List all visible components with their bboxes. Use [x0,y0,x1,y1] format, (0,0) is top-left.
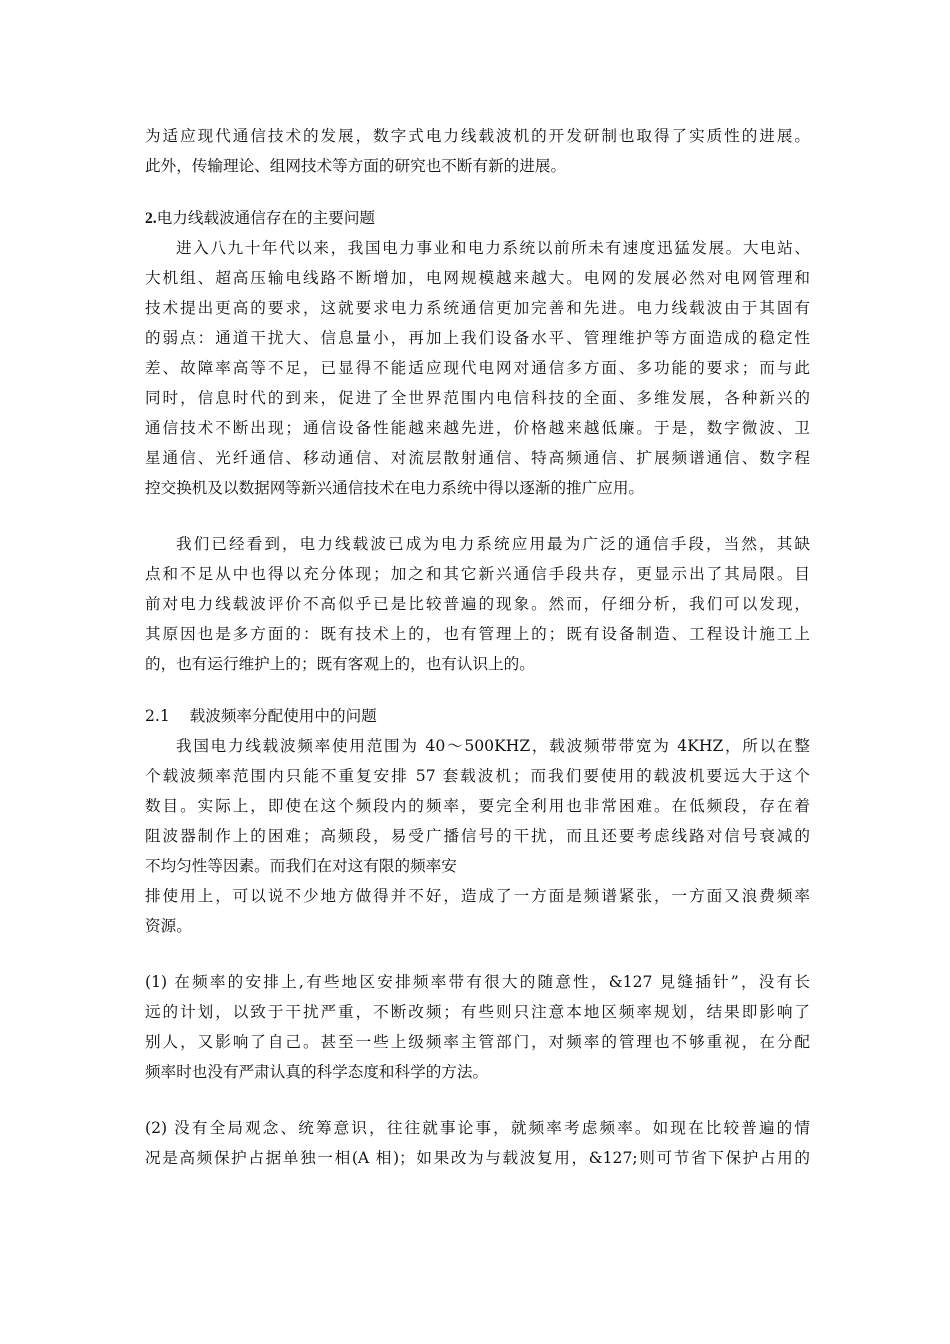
list-item-1 [145,967,810,1087]
paragraph-2 [145,529,810,679]
text-line: 此外，传输理论、组网技术等方面的研究也不断有新的进展。 [145,157,567,175]
text-line: 别人，又影响了自己。甚至一些上级频率主管部门，对频率的管理也不够重视，在分配 [145,1033,810,1051]
text-line: 前对电力线载波评价不高似乎已是比较普遍的现象。然而，仔细分析，我们可以发现， [145,595,810,613]
text-line: 远的计划，以致于干扰严重，不断改频；有些则只注意本地区频率规划，结果即影响了 [145,1003,810,1021]
text-line: 其原因也是多方面的：既有技术上的，也有管理上的；既有设备制造、工程设计施工上 [145,625,810,643]
text-line: 控交换机及以数据网等新兴通信技术在电力系统中得以逐渐的推广应用。 [145,479,645,497]
section-2-1-heading [145,701,810,731]
text-line: 况是高频保护占据单独一相(A 相)；如果改为与载波复用，&127;则可节省下保护占用的 [145,1149,810,1167]
text-line: 同时，信息时代的到来，促进了全世界范围内电信科技的全面、多维发展，各种新兴的 [145,389,810,407]
text-line: (2) 没有全局观念、统筹意识，往往就事论事，就频率考虑频率。如现在比较普遍的情 [145,1119,810,1137]
text-line: 技术提出更高的要求，这就要求电力系统通信更加完善和先进。电力线载波由于其固有 [145,299,810,317]
text-line: 数目。实际上，即使在这个频段内的频率，要完全利用也非常困难。在低频段，存在着 [145,797,810,815]
text-line: 差、故障率高等不足，已显得不能适应现代电网对通信多方面、多功能的要求；而与此 [145,359,810,377]
paragraph-3 [145,731,810,941]
text-line: 大机组、超高压输电线路不断增加，电网规模越来越大。电网的发展必然对电网管理和 [145,269,810,287]
text-line: 的，也有运行维护上的；既有客观上的，也有认识上的。 [145,655,535,673]
section-number: 2. [145,210,157,227]
section-title: 载波频率分配使用中的问题 [189,707,377,725]
section-number: 2.1 [145,707,170,725]
text-line: (1) 在频率的安排上,有些地区安排频率带有很大的随意性，&127 見缝插针”，没有长 [145,973,810,991]
text-line: 进入八九十年代以来，我国电力事业和电力系统以前所未有速度迅猛发展。大电站、 [176,239,810,257]
text-line: 资源。 [145,917,192,935]
text-line: 通信技术不断出现；通信设备性能越来越先进，价格越来越低廉。于是，数字微波、卫 [145,419,810,437]
text-line: 星通信、光纤通信、移动通信、对流层散射通信、特高频通信、扩展频谱通信、数字程 [145,449,810,467]
text-line: 我们已经看到，电力线载波已成为电力系统应用最为广泛的通信手段，当然，其缺 [176,535,810,553]
text-line: 我国电力线载波频率使用范围为 40～500KHZ，载波频带带宽为 4KHZ，所以在整 [176,737,810,755]
text-line: 点和不足从中也得以充分体现；加之和其它新兴通信手段共存，更显示出了其局限。目 [145,565,810,583]
list-item-2 [145,1113,810,1173]
text-line: 频率时也没有严肃认真的科学态度和科学的方法。 [145,1063,489,1081]
text-line: 的弱点：通道干扰大、信息量小，再加上我们设备水平、管理维护等方面造成的稳定性 [145,329,810,347]
section-2-heading [145,203,810,233]
text-line: 不均匀性等因素。而我们在对这有限的频率安 [145,857,457,875]
text-line: 排使用上，可以说不少地方做得并不好，造成了一方面是频谱紧张，一方面又浪费频率 [145,887,810,905]
text-line: 为适应现代通信技术的发展，数字式电力线载波机的开发研制也取得了实质性的进展。 [145,127,810,145]
section-title: 电力线载波通信存在的主要问题 [156,209,376,227]
text-line: 个载波频率范围内只能不重复安排 57 套载波机；而我们要使用的载波机要远大于这个 [145,767,810,785]
text-line: 阻波器制作上的困难；高频段，易受广播信号的干扰，而且还要考虑线路对信号衰减的 [145,827,810,845]
document-page [145,121,810,1173]
intro-paragraph [145,121,810,181]
paragraph-1 [145,233,810,503]
